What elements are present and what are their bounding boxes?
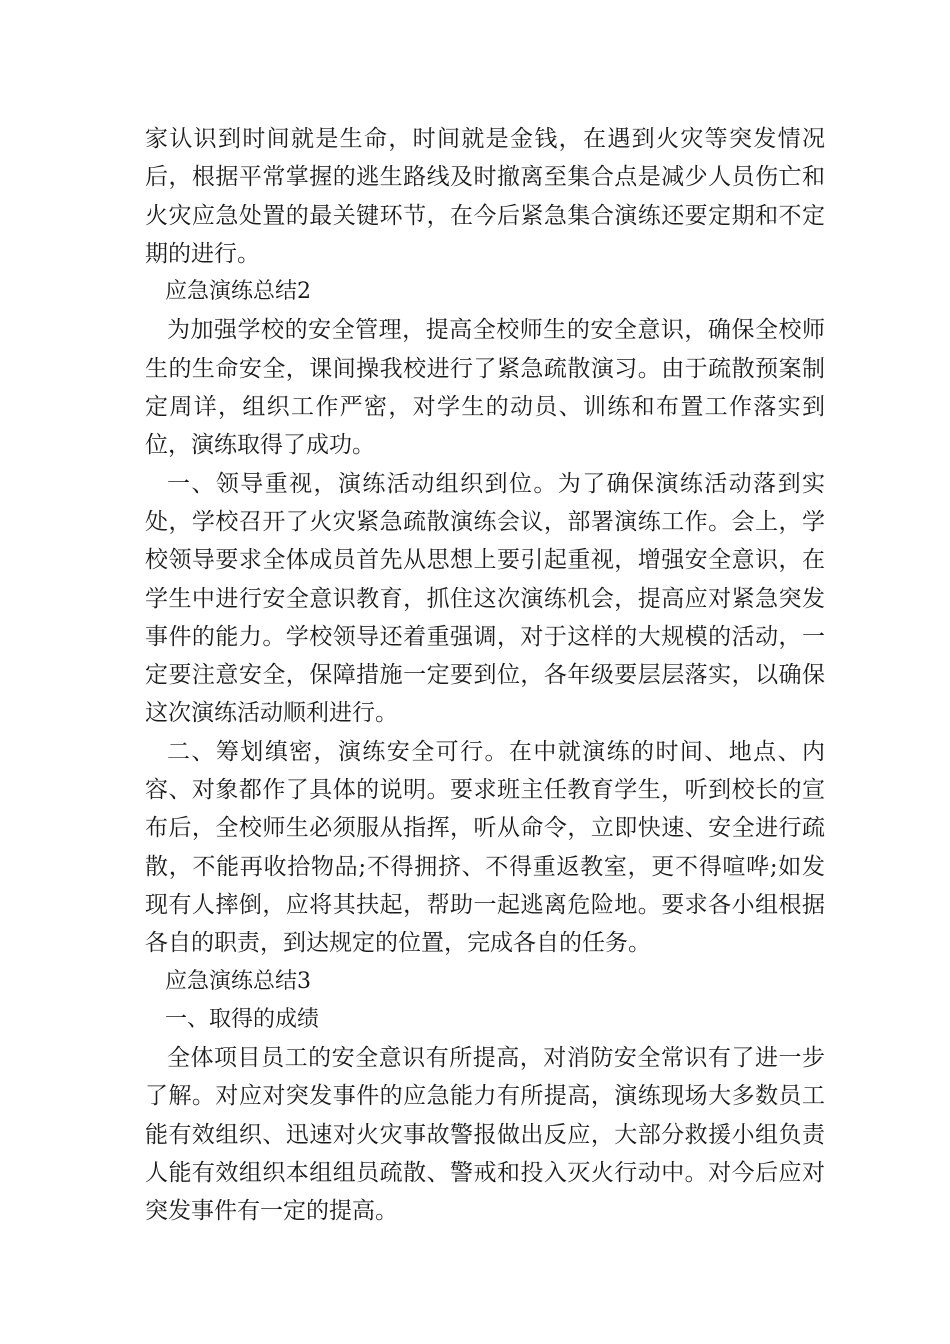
paragraph: 为加强学校的安全管理，提高全校师生的安全意识，确保全校师生的生命安全，课间操我校进行了紧急疏散演习。由于疏散预案制定周详，组织工作严密，对学生的动员、训练和布置工作落实到位，演练取得了成功。 — [145, 317, 825, 459]
paragraph: 二、筹划缜密，演练安全可行。在中就演练的时间、地点、内容、对象都作了具体的说明。要求班主任教育学生，听到校长的宣布后，全校师生必须服从指挥，听从命令，立即快速、安全进行疏散，不能再收拾物品;不得拥挤、不得重返教室，更不得喧哗;如发现有人摔倒，应将其扶起，帮助一起逃离危险地。要求各小组根据各自的职责，到达规定的位置，完成各自的任务。 — [145, 738, 825, 957]
section-heading: 应急演练总结3 — [165, 968, 311, 994]
paragraph: 一、领导重视，演练活动组织到位。为了确保演练活动落到实处，学校召开了火灾紧急疏散演练会议，部署演练工作。会上，学校领导要求全体成员首先从思想上要引起重视，增强安全意识，在学生中进行安全意识教育，抓住这次演练机会，提高应对紧急突发事件的能力。学校领导还着重强调，对于这样的大规模的活动，一定要注意安全，保障措施一定要到位，各年级要层层落实，以确保这次演练活动顺利进行。 — [145, 470, 825, 727]
subsection-heading: 一、取得的成绩 — [165, 1006, 320, 1032]
section-heading: 应急演练总结2 — [165, 279, 311, 305]
paragraph: 全体项目员工的安全意识有所提高，对消防安全常识有了进一步了解。对应对突发事件的应急能力有所提高，演练现场大多数员工能有效组织、迅速对火灾事故警报做出反应，大部分救援小组负责人能有效组织本组组员疏散、警戒和投入灭火行动中。对今后应对突发事件有一定的提高。 — [145, 1045, 825, 1225]
document-page — [145, 120, 825, 1231]
paragraph: 家认识到时间就是生命，时间就是金钱，在遇到火灾等突发情况后，根据平常掌握的逃生路线及时撤离至集合点是减少人员伤亡和火灾应急处置的最关键环节，在今后紧急集合演练还要定期和不定期的进行。 — [145, 126, 825, 267]
